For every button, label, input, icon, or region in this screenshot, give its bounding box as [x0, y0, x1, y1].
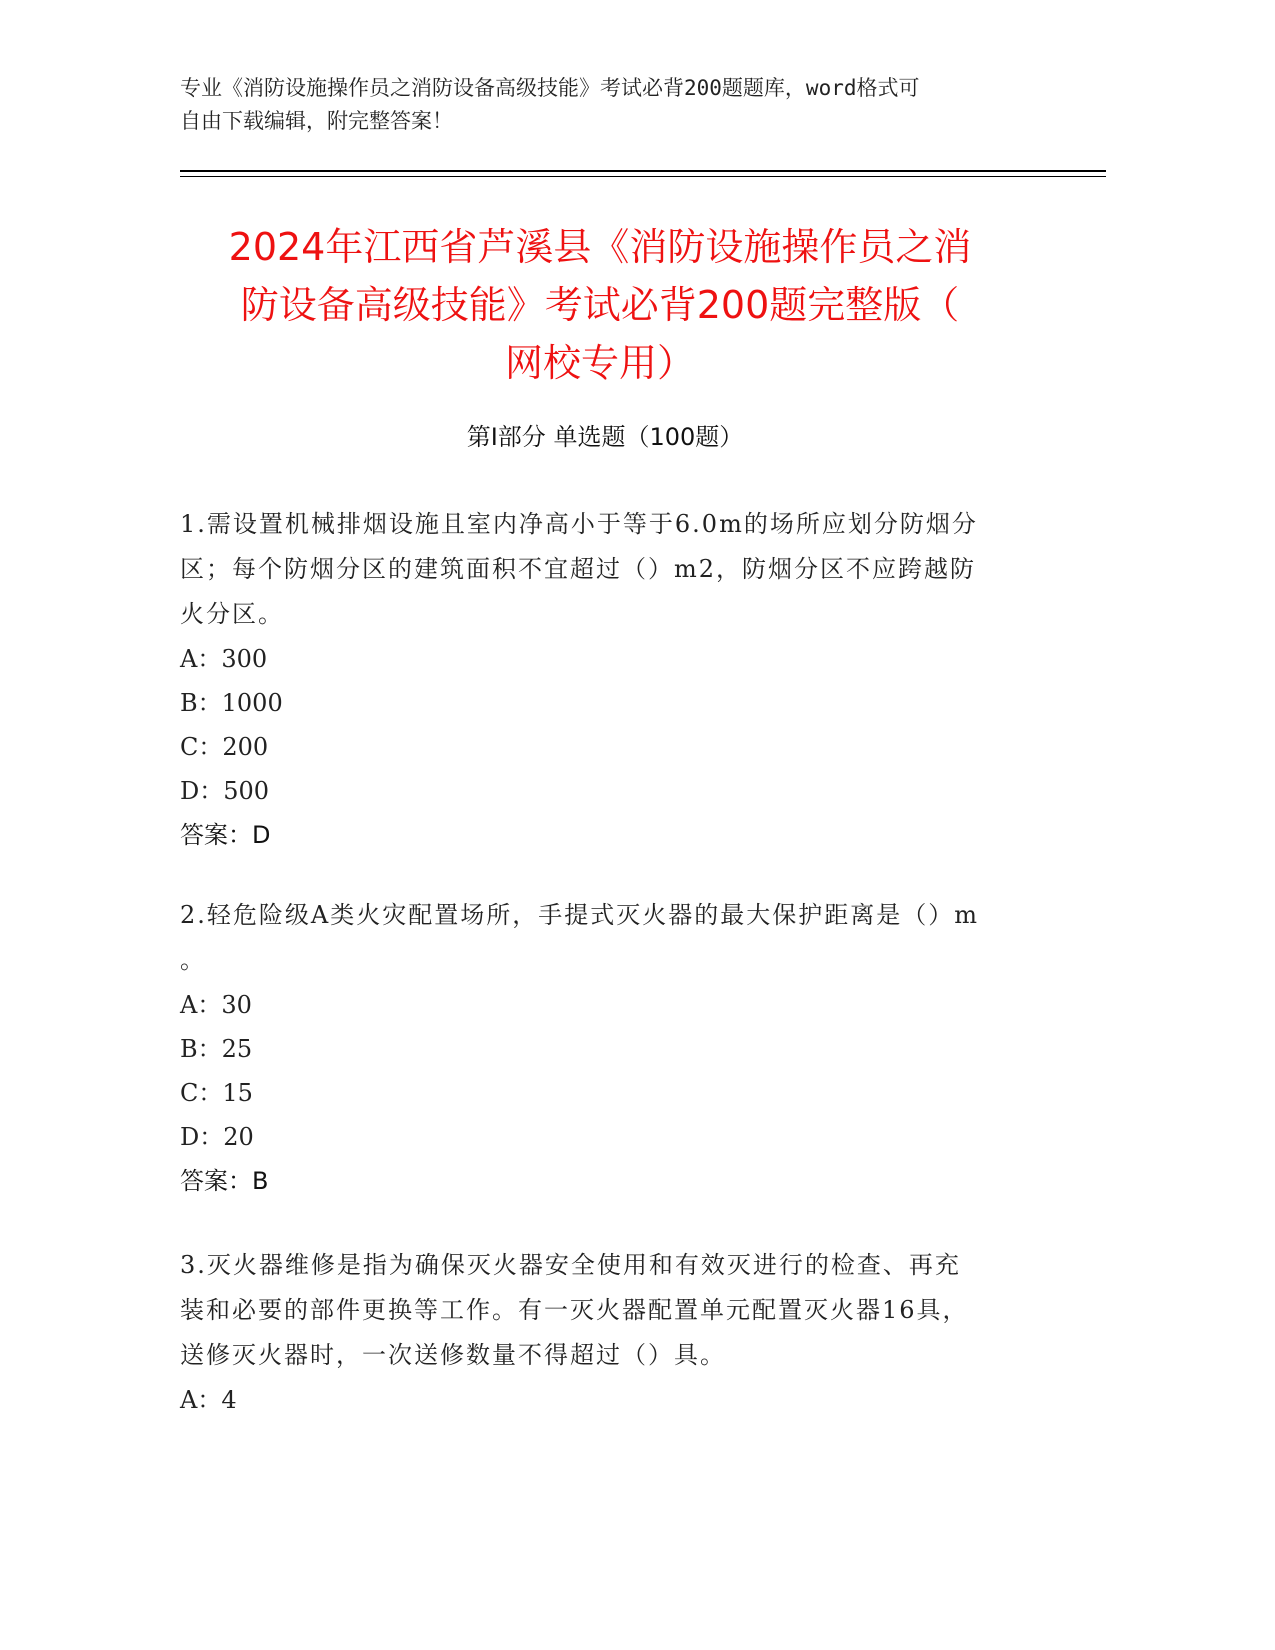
answer: 答案：B — [180, 1167, 269, 1195]
question-line: 送修灭火器时，一次送修数量不得超过（）具。 — [180, 1341, 726, 1369]
option-b: B：25 — [180, 1035, 253, 1063]
header-divider-thin — [180, 176, 1106, 177]
title-line-2: 防设备高级技能》考试必背200题完整版（ — [240, 283, 960, 327]
option-d: D：500 — [180, 777, 270, 805]
title-line-3: 网校专用） — [504, 341, 695, 385]
header-line-2: 自由下载编辑，附完整答案！ — [180, 109, 453, 133]
option-c: C：200 — [180, 733, 269, 761]
question-line: 。 — [180, 946, 206, 974]
header-line-1: 专业《消防设施操作员之消防设备高级技能》考试必背200题题库，word格式可 — [180, 76, 920, 100]
document-page — [180, 0, 1106, 1650]
document-title — [170, 218, 1030, 392]
question-1 — [180, 502, 1030, 857]
option-d: D：20 — [180, 1123, 254, 1151]
question-line: 区；每个防烟分区的建筑面积不宜超过（）m2，防烟分区不应跨越防 — [180, 555, 977, 583]
header-divider-thick — [180, 170, 1106, 172]
option-c: C：15 — [180, 1079, 253, 1107]
question-line: 3.灭火器维修是指为确保灭火器安全使用和有效灭进行的检查、再充 — [180, 1251, 961, 1279]
question-line: 2.轻危险级A类火灾配置场所，手提式灭火器的最大保护距离是（）m — [180, 901, 979, 929]
answer: 答案：D — [180, 821, 271, 849]
option-a: A：4 — [180, 1386, 237, 1414]
question-line: 装和必要的部件更换等工作。有一灭火器配置单元配置灭火器16具， — [180, 1296, 969, 1324]
option-a: A：300 — [180, 645, 268, 673]
question-2 — [180, 893, 1030, 1203]
title-line-1: 2024年江西省芦溪县《消防设施操作员之消 — [228, 225, 972, 269]
option-a: A：30 — [180, 991, 252, 1019]
question-line: 火分区。 — [180, 600, 284, 628]
option-b: B：1000 — [180, 689, 283, 717]
page-header — [180, 72, 1040, 138]
question-3 — [180, 1243, 1030, 1422]
section-title: 第Ⅰ部分 单选题（100题） — [466, 423, 744, 451]
question-line: 1.需设置机械排烟设施且室内净高小于等于6.0m的场所应划分防烟分 — [180, 510, 978, 538]
